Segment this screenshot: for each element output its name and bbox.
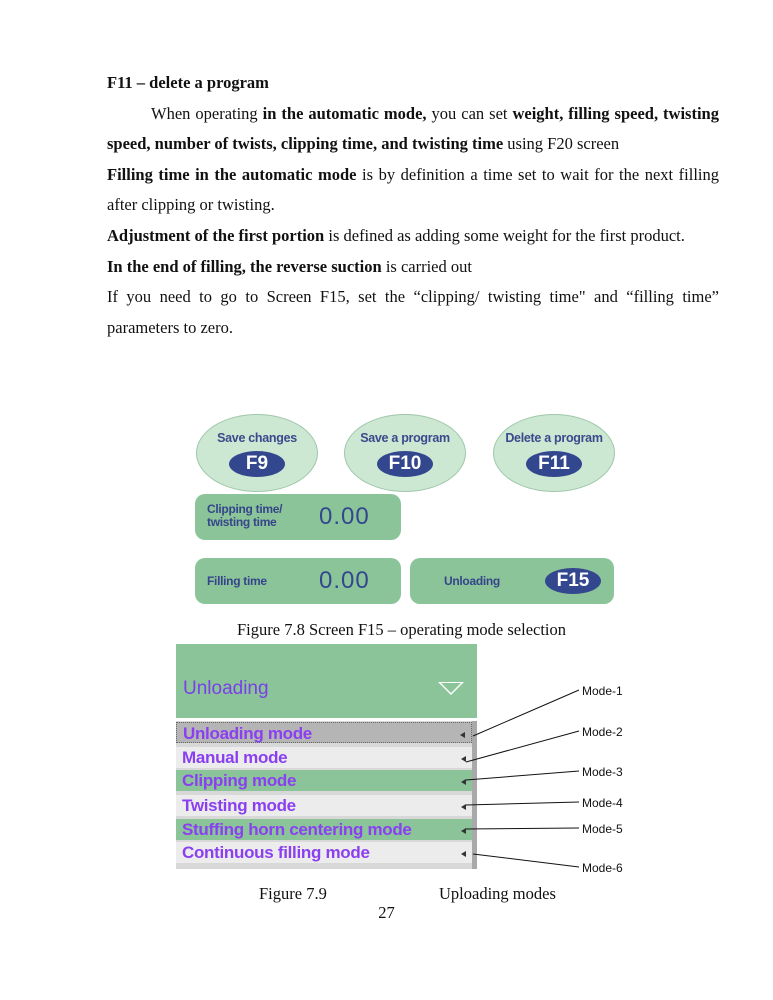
leader-mode-4 — [466, 802, 579, 805]
leader-mode-6 — [473, 854, 579, 867]
option-unloading-mode[interactable]: Unloading mode — [176, 722, 472, 743]
paragraph-1: When operating in the automatic mode, you can set weight, filling speed, twisting speed, number of twists, clipping time, and twisting time using F20 screen — [107, 103, 719, 154]
figure-7-8-screen-f15 — [190, 408, 620, 608]
leader-mode-3 — [466, 771, 579, 780]
mode-leader-lines — [176, 644, 646, 876]
mode-5-label: Mode-5 — [582, 822, 623, 836]
section-heading: F11 – delete a program — [107, 73, 269, 92]
clipping-time-label: Clipping time/ twisting time — [207, 502, 283, 529]
paragraph-4: In the end of filling, the reverse suction is carried out — [107, 256, 472, 276]
f9-key: F9 — [229, 451, 285, 477]
leader-mode-5 — [466, 828, 579, 829]
option-manual-mode[interactable]: Manual mode — [176, 747, 472, 768]
f11-key: F11 — [526, 451, 582, 477]
filling-time-panel[interactable] — [195, 558, 401, 604]
option-twisting-mode[interactable]: Twisting mode — [176, 795, 472, 816]
paragraph-3: Adjustment of the first portion is defined as adding some weight for the first product. — [107, 225, 685, 245]
clipping-time-panel[interactable] — [195, 494, 401, 540]
option-continuous-filling-mode[interactable]: Continuous filling mode — [176, 842, 472, 863]
filling-time-label: Filling time — [207, 574, 267, 588]
leader-mode-1 — [473, 690, 579, 736]
page-number: 27 — [378, 903, 395, 922]
clipping-time-value: 0.00 — [319, 503, 370, 530]
filling-time-value: 0.00 — [319, 567, 370, 594]
body-text — [107, 68, 719, 343]
save-changes-button[interactable] — [196, 414, 318, 492]
f10-key: F10 — [377, 451, 433, 477]
delete-program-button[interactable] — [493, 414, 615, 492]
figure-7-8-caption: Figure 7.8 Screen F15 – operating mode selection — [237, 620, 567, 639]
figure-7-9-caption-number: Figure 7.9 — [259, 884, 327, 903]
option-clipping-mode[interactable]: Clipping mode — [176, 770, 472, 791]
mode-4-label: Mode-4 — [582, 796, 623, 810]
figure-7-9-caption-title: Uploading modes — [439, 884, 556, 903]
leader-mode-2 — [466, 731, 579, 762]
dropdown-selected-value: Unloading — [183, 678, 269, 699]
paragraph-5: If you need to go to Screen F15, set the “clipping/ twisting time" and “filling time” parameters to zero. — [107, 287, 719, 337]
save-program-label: Save a program — [360, 431, 450, 445]
mode-2-label: Mode-2 — [582, 725, 623, 739]
mode-1-label: Mode-1 — [582, 684, 623, 698]
figure-7-9-mode-dropdown — [176, 644, 646, 876]
paragraph-2: Filling time in the automatic mode is by definition a time set to wait for the next filling after clipping or twisting. — [107, 164, 719, 215]
mode-3-label: Mode-3 — [582, 765, 623, 779]
save-changes-label: Save changes — [217, 431, 297, 445]
f15-key[interactable]: F15 — [545, 568, 601, 594]
mode-6-label: Mode-6 — [582, 861, 623, 875]
save-program-button[interactable] — [344, 414, 466, 492]
unloading-label: Unloading — [444, 574, 500, 588]
delete-program-label: Delete a program — [505, 431, 603, 445]
unloading-panel[interactable] — [410, 558, 614, 604]
option-stuffing-horn-centering-mode[interactable]: Stuffing horn centering mode — [176, 819, 472, 840]
